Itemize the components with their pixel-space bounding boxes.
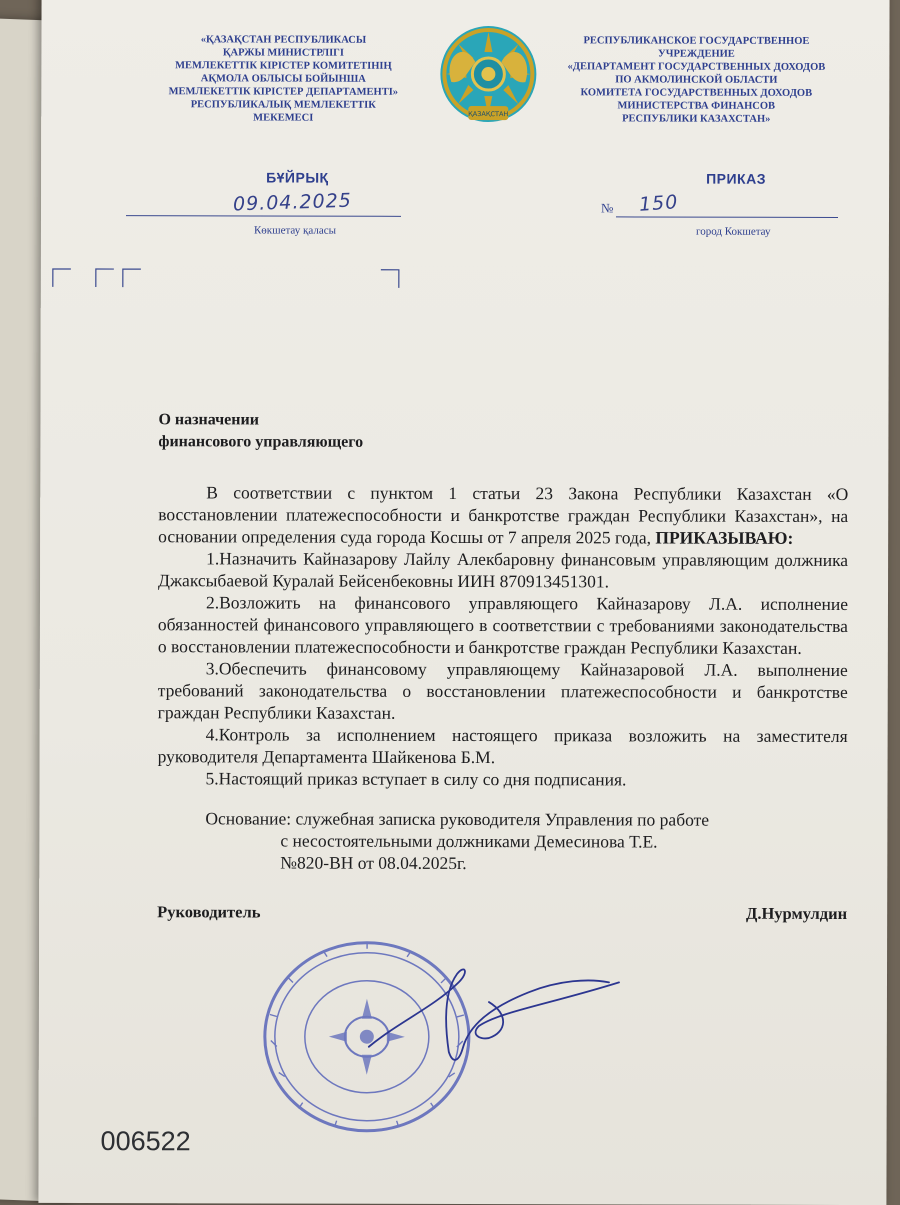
order-body [157, 409, 848, 925]
basis-line: Основание: служебная записка руководителя Управления по работе [205, 808, 710, 830]
order-item: 1.Назначить Кайназарову Лайлу Алекбаровну финансовым управляющим должника Джаксыбаевой Куралай Бейсенбековны ИИН 870913451301. [158, 548, 849, 592]
document-page [38, 0, 889, 1205]
intro-order-word: ПРИКАЗЫВАЮ: [655, 527, 794, 548]
header-kz-line: ҚАРЖЫ МИНИСТРЛІГІ [222, 47, 344, 59]
header-ru-line: УЧРЕЖДЕНИЕ [658, 48, 735, 60]
order-title-ru: ПРИКАЗ [706, 170, 767, 187]
header-kz-line: МЕМЛЕКЕТТІК КІРІСТЕР ДЕПАРТАМЕНТІ» [168, 86, 399, 98]
header-kz-line: «ҚАЗАҚСТАН РЕСПУБЛИКАСЫ [200, 34, 367, 46]
basis-line: №820-ВН от 08.04.2025г. [280, 852, 467, 874]
header-ru-line: РЕСПУБЛИКАНСКОЕ ГОСУДАРСТВЕННОЕ [583, 35, 810, 47]
subject-line: финансового управляющего [158, 433, 364, 451]
header-russian [546, 34, 846, 126]
header-ru-line: «ДЕПАРТАМЕНТ ГОСУДАРСТВЕННЫХ ДОХОДОВ [567, 61, 826, 73]
signer-name: Д.Нурмулдин [745, 903, 848, 924]
header-kz-line: МЕМЛЕКЕТТІК КІРІСТЕР КОМИТЕТІНІҢ [175, 60, 392, 72]
header-ru-line: КОМИТЕТА ГОСУДАРСТВЕННЫХ ДОХОДОВ [580, 87, 813, 99]
basis-line: с несостоятельными должниками Демесинова Т.Е. [280, 830, 658, 852]
basis-note [157, 807, 847, 875]
order-item: 4.Контроль за исполнением настоящего приказа возложить на заместителя руководителя Департамента Шайкенова Б.М. [157, 724, 848, 768]
order-subject [158, 409, 848, 455]
header-kz-line: РЕСПУБЛИКАЛЫҚ МЕМЛЕКЕТТІК [190, 99, 376, 111]
number-sign: № [601, 200, 614, 216]
subject-line: О назначении [158, 411, 259, 429]
header-kazakh [133, 33, 433, 125]
order-title-kz: БҰЙРЫҚ [266, 169, 329, 186]
order-item: 3.Обеспечить финансовому управляющему Кайназаровой Л.А. выполнение требований законодательства о восстановлении платежеспособности и банкротстве граждан Республики Казахстан. [157, 658, 848, 723]
order-date: 09.04.2025 [232, 189, 353, 216]
order-item: 2.Возложить на финансового управляющего Кайназарову Л.А. исполнение обязанностей финансового управляющего в соответствии с требованиями законодательства о восстановлении платежеспособности и банкротстве граждан Республики Казахстан. [157, 592, 849, 658]
emblem-caption: ҚАЗАҚСТАН [468, 110, 509, 119]
intro-text: В соответствии с пунктом 1 статьи 23 Закона Республики Казахстан «О восстановлении платежеспособности и банкротстве граждан Республики Казахстан», на основании определения суда города Косшы от 7 апреля 2025 года, [158, 482, 849, 548]
order-number: 150 [638, 191, 679, 216]
header-kz-line: АҚМОЛА ОБЛЫСЫ БОЙЫНША [200, 73, 366, 85]
registration-number: 006522 [100, 1126, 191, 1157]
address-corner-marks [41, 261, 889, 293]
city-ru: город Кокшетау [695, 225, 771, 238]
intro-paragraph [158, 481, 848, 549]
handwritten-signature-icon [339, 952, 639, 1073]
signature-row [157, 901, 847, 925]
kazakhstan-state-emblem-icon [433, 22, 543, 130]
order-item: 5.Настоящий приказ вступает в силу со дня подписания. [205, 768, 627, 790]
number-underline [616, 216, 838, 218]
signer-position: Руководитель [157, 902, 261, 922]
header-kz-line: МЕКЕМЕСІ [253, 112, 314, 124]
header-ru-line: РЕСПУБЛИКИ КАЗАХСТАН» [622, 113, 771, 125]
header-ru-line: МИНИСТЕРСТВА ФИНАНСОВ [617, 100, 776, 112]
city-kz: Көкшетау қаласы [253, 224, 337, 237]
date-underline [126, 215, 401, 217]
header-ru-line: ПО АКМОЛИНСКОЙ ОБЛАСТИ [615, 74, 778, 86]
